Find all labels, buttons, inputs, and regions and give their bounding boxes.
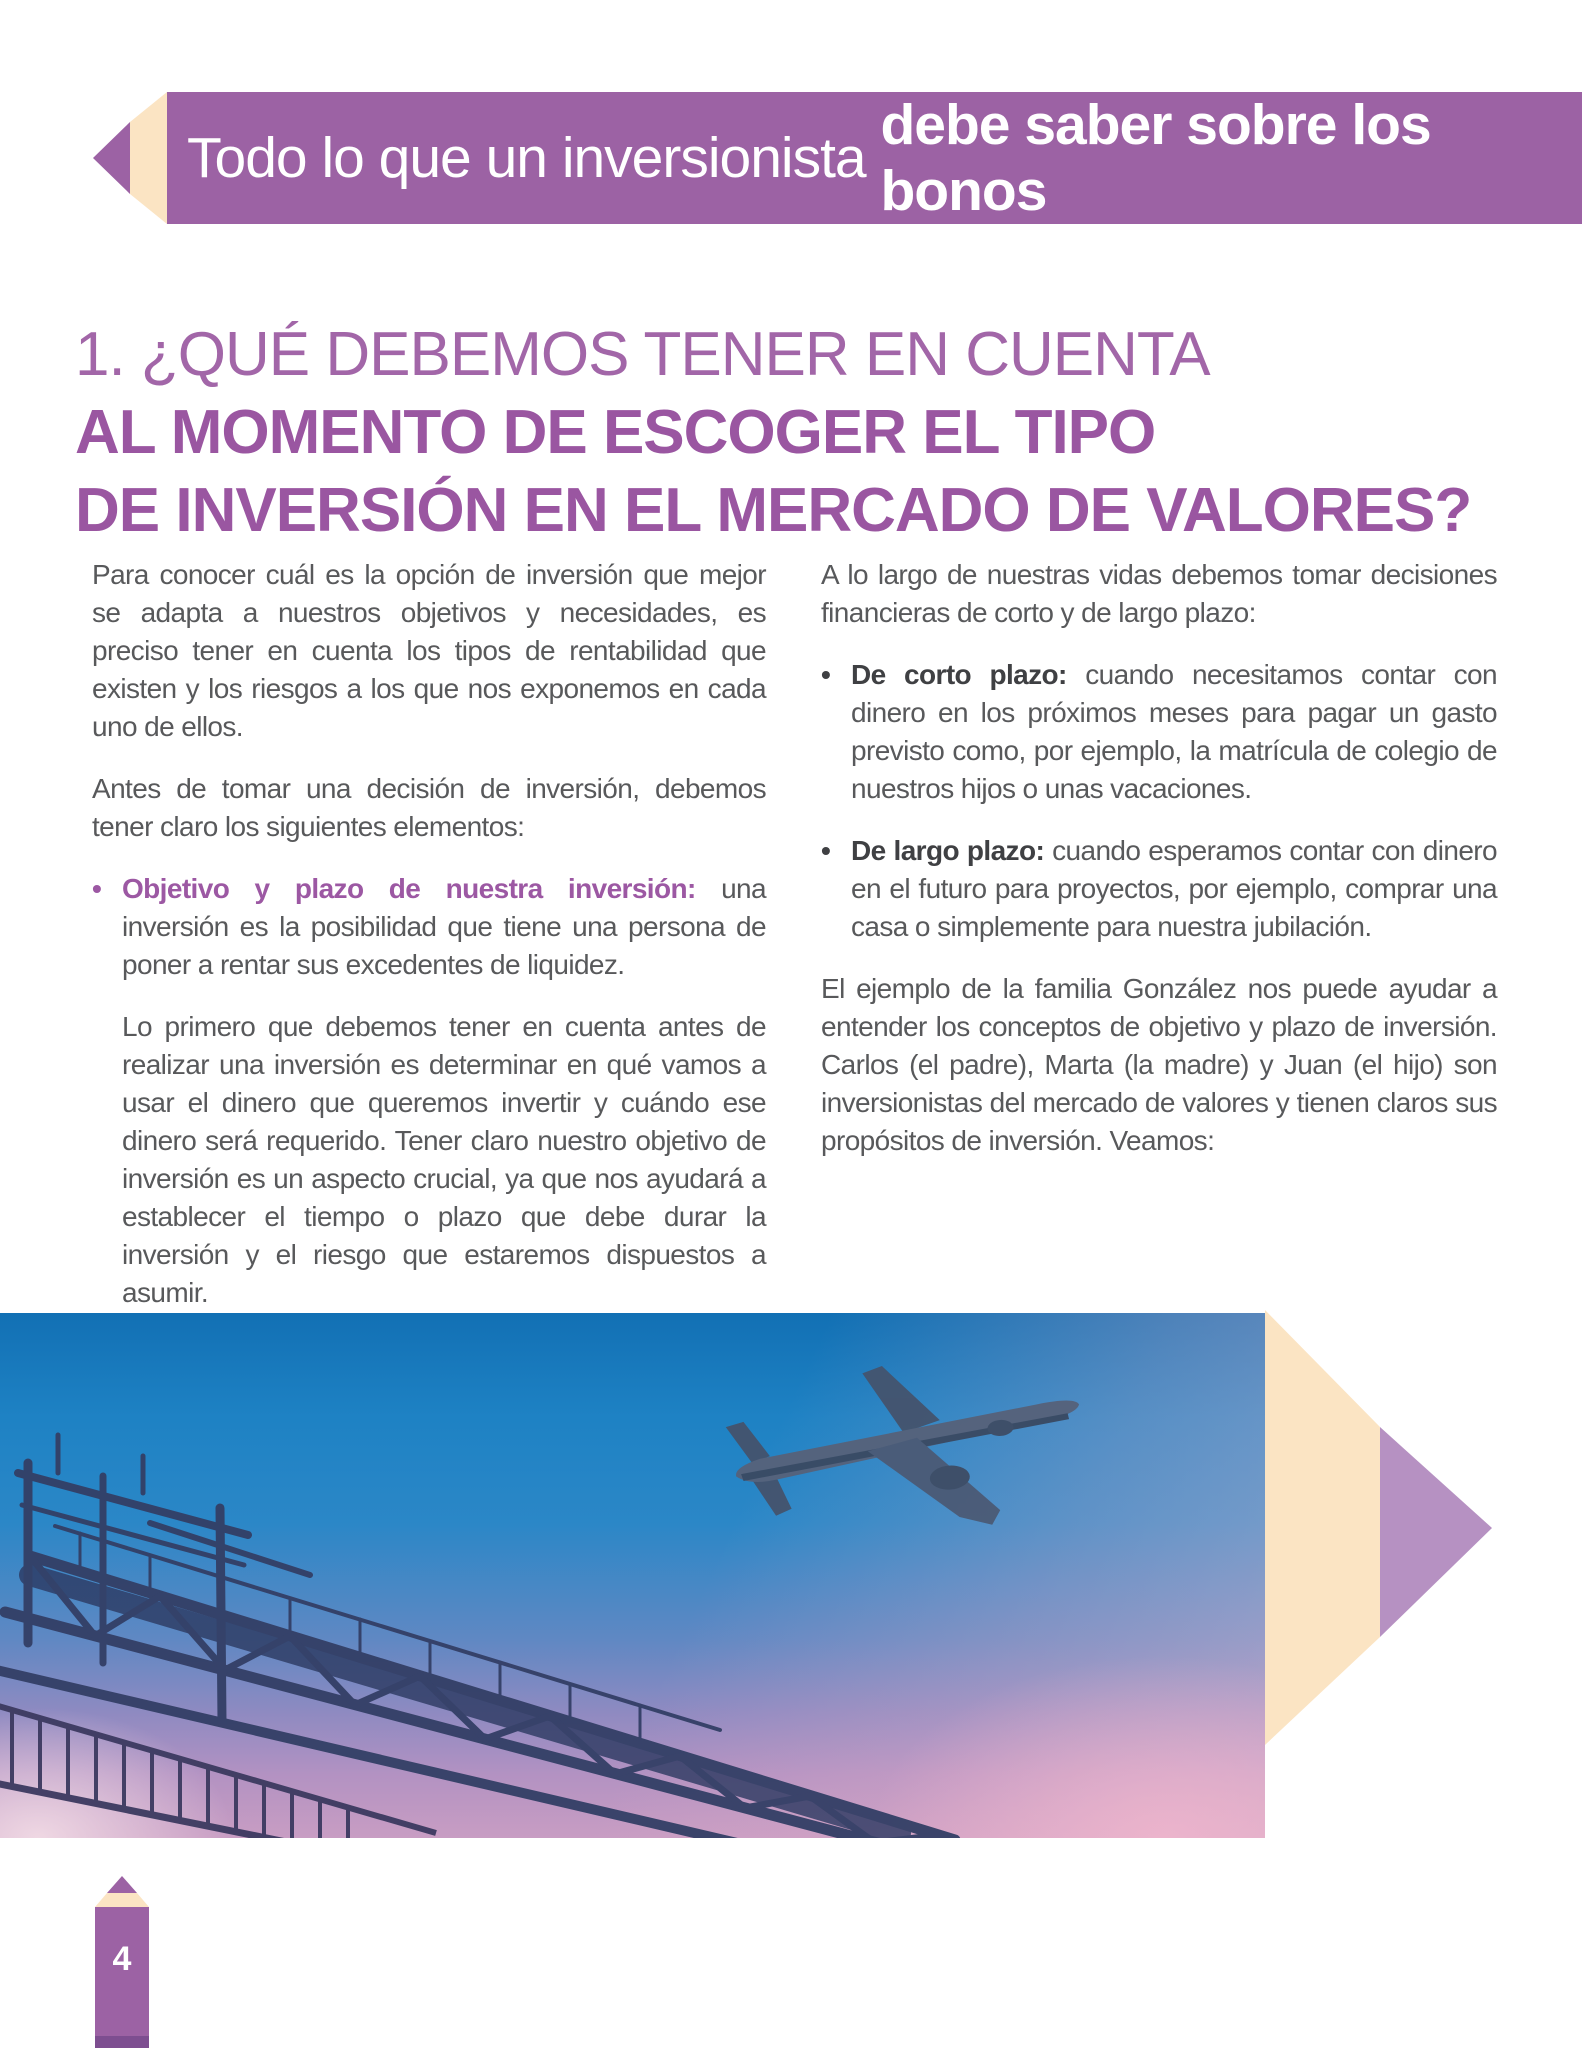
paragraph: A lo largo de nuestras vidas debemos tomar decisiones financieras de corto y de largo plazo:	[821, 559, 1497, 628]
left-column	[92, 556, 766, 1336]
paragraph: Antes de tomar una decisión de inversión, debemos tener claro los siguientes elementos:	[92, 773, 766, 842]
header-banner	[167, 92, 1582, 224]
photo-silhouettes	[0, 1313, 1265, 1838]
bullet-rest: cuando necesitamos contar con dinero en los próximos meses para pagar un gasto previsto como, por ejemplo, la matrícula de colegio de nuestros hijos o unas vacaciones.	[851, 659, 1497, 804]
bullet-text	[122, 870, 766, 984]
header-pencil-tip-icon	[90, 90, 170, 226]
bullet-rest: una inversión es la posibilidad que tiene una persona de poner a rentar sus excedentes de liquidez.	[122, 873, 766, 980]
bullet-rest: cuando esperamos contar con dinero en el futuro para proyectos, por ejemplo, comprar una casa o simplemente para nuestra jubilación.	[851, 835, 1497, 942]
section-title-line1: 1. ¿QUÉ DEBEMOS TENER EN CUENTA	[75, 320, 1210, 389]
bullet-dot-icon: •	[821, 659, 831, 690]
crane-silhouette-icon	[0, 1435, 955, 1838]
bullet-lead: De largo plazo:	[851, 835, 1045, 866]
photo-pencil-tip-icon	[1265, 1310, 1495, 1746]
bullet-lead: De corto plazo:	[851, 659, 1067, 690]
header-title-bold: debe saber sobre los bonos	[880, 93, 1431, 223]
paragraph: Para conocer cuál es la opción de inversión que mejor se adapta a nuestros objetivos y necesidades, es preciso tener en cuenta los tipos de rentabilidad que existen y los riesgos a los que nos exponemos en cada uno de ellos.	[92, 559, 766, 742]
section-title	[75, 316, 1471, 550]
bullet-text	[851, 832, 1497, 946]
paragraph: Lo primero que debemos tener en cuenta antes de realizar una inversión es determinar en qué vamos a usar el dinero que queremos invertir y cuándo ese dinero será requerido. Tener claro nuestro objetivo de inversión es un aspecto crucial, ya que nos ayudará a establecer el tiempo o plazo que debe durar la inversión y el riesgo que estaremos dispuestos a asumir.	[122, 1011, 766, 1308]
section-title-line2: AL MOMENTO DE ESCOGER EL TIPO	[75, 398, 1156, 467]
bullet-dot-icon: •	[92, 873, 102, 904]
page-pencil-dark-cap	[95, 2036, 149, 2048]
list-item	[821, 656, 1497, 808]
page-pencil-tip-icon	[95, 1876, 149, 1908]
airplane-icon	[722, 1353, 1087, 1543]
bullet-text	[851, 656, 1497, 808]
photo-airplane-crane	[0, 1313, 1265, 1838]
page-number: 4	[112, 1940, 132, 1978]
paragraph: El ejemplo de la familia González nos puede ayudar a entender los conceptos de objetivo y plazo de inversión. Carlos (el padre), Marta (la madre) y Juan (el hijo) son inversionistas del mercado de valores y tienen claros sus propósitos de inversión. Veamos:	[821, 973, 1497, 1156]
list-item	[821, 832, 1497, 946]
bullet-lead: Objetivo y plazo de nuestra inversión:	[122, 873, 696, 904]
section-title-line3: DE INVERSIÓN EN EL MERCADO DE VALORES?	[75, 476, 1472, 545]
right-column	[821, 556, 1497, 1184]
header-title-light: Todo lo que un inversionista	[187, 126, 881, 190]
bullet-dot-icon: •	[821, 835, 831, 866]
page-number-pencil	[95, 1876, 149, 2048]
list-item	[92, 870, 766, 984]
